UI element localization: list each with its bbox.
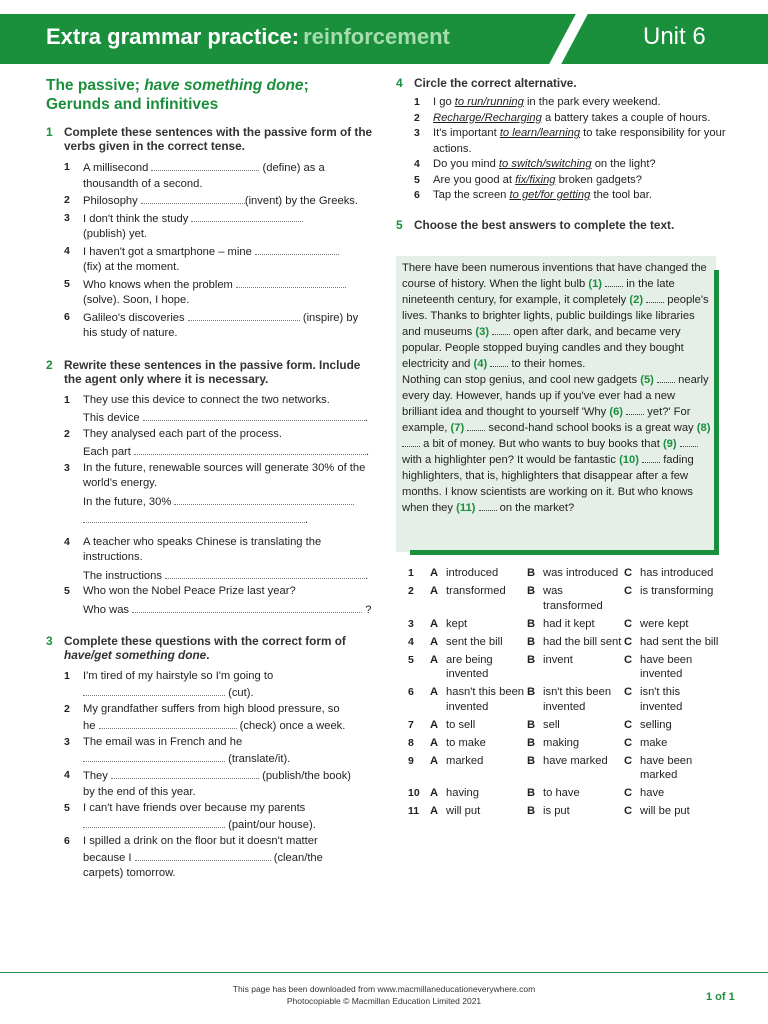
option-letter-a: A <box>430 805 439 817</box>
answer-blank[interactable] <box>236 277 346 288</box>
answer-start: Who was <box>83 603 130 616</box>
answer-start: In the future, 30% <box>83 495 172 508</box>
section-title-part1: The passive; <box>46 77 140 94</box>
option-letter-b: B <box>527 736 536 749</box>
ex3-item-3 <box>46 735 376 767</box>
ex4-item-6 <box>396 188 726 204</box>
question-number: 9 <box>408 754 414 767</box>
option-a[interactable]: marked <box>446 754 484 767</box>
item-text: he <box>83 719 96 732</box>
option-b[interactable]: had the bill sent <box>543 635 622 648</box>
ex3-item-4 <box>46 768 376 800</box>
gap-number: (9) <box>662 438 677 450</box>
option-a[interactable]: having <box>446 787 479 799</box>
alternative-choice[interactable]: to run/running <box>454 96 524 108</box>
question-number: 3 <box>408 617 414 630</box>
ex1-item-3 <box>46 211 376 243</box>
ex2-answer-line-1 <box>46 410 376 427</box>
option-letter-a: A <box>430 635 439 648</box>
answer-blank[interactable] <box>191 211 303 222</box>
item-text: (solve). Soon, I hope. <box>83 294 190 306</box>
text-run: There have been numerous inventions that have changed the course of history. When the light bulb <box>402 262 707 290</box>
item-text: carpets) tomorrow. <box>83 867 176 879</box>
item-sentence: They analysed each part of the process. <box>83 427 283 440</box>
ex1-item-1 <box>46 160 376 192</box>
option-c[interactable]: has introduced <box>640 567 714 579</box>
footer-download-note: This page has been downloaded from www.macmillaneducationeverywhere.com <box>232 984 536 994</box>
answer-end: . <box>366 446 370 458</box>
answer-options-table <box>404 566 721 822</box>
answer-end: ? <box>365 603 372 616</box>
item-text: thousandth of a second. <box>83 177 203 190</box>
item-number: 4 <box>414 158 420 170</box>
instruction-text: Choose the best answers to complete the text. <box>414 217 675 232</box>
option-b[interactable]: is put <box>543 805 570 817</box>
option-b[interactable]: had it kept <box>543 617 595 630</box>
answer-blank[interactable] <box>134 444 366 455</box>
gap-number: (10) <box>619 454 639 466</box>
item-sentence: A teacher who speaks Chinese is translating the instructions. <box>83 535 322 563</box>
ex4-item-4 <box>396 157 726 173</box>
item-text: I don't think the study <box>83 212 189 225</box>
item-number: 3 <box>414 127 420 139</box>
text-run: people's lives. Thanks to brighter lights, public buildings like libraries and museums <box>402 294 709 338</box>
item-text: They <box>83 770 108 782</box>
option-letter-c: C <box>624 805 633 817</box>
ex4-item-5 <box>396 173 726 189</box>
ex3-item-2 <box>46 702 376 734</box>
gap-number: (8) <box>696 422 711 434</box>
option-a[interactable]: will put <box>446 805 481 817</box>
option-a[interactable]: to sell <box>446 718 476 731</box>
item-text: Are you good at <box>433 173 512 186</box>
item-number: 6 <box>64 310 70 323</box>
text-gap[interactable] <box>680 437 698 447</box>
option-letter-a: A <box>430 754 439 767</box>
gap-number: (5) <box>640 374 654 386</box>
answer-blank[interactable] <box>83 751 225 762</box>
text-gap[interactable] <box>490 357 508 367</box>
ex1-item-6 <box>46 310 376 342</box>
alternative-choice[interactable]: to get/for getting <box>509 189 591 201</box>
item-text: broken gadgets? <box>558 173 642 186</box>
gap-number: (1) <box>588 278 603 290</box>
text-gap[interactable] <box>479 501 497 511</box>
ex2-answer-line-3b <box>46 512 376 529</box>
footer-divider <box>0 972 768 973</box>
instruction-emphasis: have/get something done <box>64 648 207 662</box>
left-column <box>46 76 376 882</box>
item-text: to take responsibility for your actions. <box>433 127 726 155</box>
box-shadow-right <box>714 270 719 552</box>
option-b[interactable]: isn't this been invented <box>543 686 612 713</box>
text-run: to their homes. <box>511 358 586 370</box>
answer-blank[interactable] <box>83 685 225 696</box>
option-letter-b: B <box>527 567 536 579</box>
item-text: in the park every weekend. <box>526 96 661 108</box>
item-text: Galileo's discoveries <box>83 311 185 324</box>
item-number: 1 <box>64 393 70 406</box>
exercise-3-instruction <box>46 634 376 662</box>
item-number: 5 <box>64 585 70 597</box>
section-title-part3: ; <box>303 77 309 94</box>
option-letter-a: A <box>430 736 439 749</box>
item-number: 6 <box>64 835 70 847</box>
item-text: (cut). <box>228 686 254 699</box>
option-a[interactable]: to make <box>446 736 486 749</box>
item-number: 2 <box>414 111 420 124</box>
gap-number: (4) <box>473 358 488 370</box>
item-text: on the light? <box>594 158 656 170</box>
item-sentence: Who won the Nobel Peace Prize last year? <box>83 585 296 597</box>
answer-start: This device <box>83 412 140 424</box>
item-number: 2 <box>64 194 70 206</box>
answer-row <box>404 786 721 804</box>
option-letter-b: B <box>527 617 536 630</box>
exercise-number: 1 <box>46 125 53 139</box>
box-shadow-bottom <box>410 550 719 555</box>
item-text: (invent) by the Greeks. <box>244 195 359 207</box>
ex2-item-2 <box>46 427 376 443</box>
option-letter-a: A <box>430 567 439 579</box>
option-letter-c: C <box>624 653 633 666</box>
text-run: on the market? <box>499 502 575 514</box>
text-run: nearly every day. However, hands up if you've ever had a new brilliant idea and thought to yourself 'Why <box>402 374 709 418</box>
option-a[interactable]: sent the bill <box>446 635 503 648</box>
ex2-answer-line-3 <box>46 494 376 511</box>
answer-blank[interactable] <box>83 817 225 828</box>
ex1-item-5 <box>46 277 376 309</box>
option-b[interactable]: was introduced <box>543 567 619 579</box>
option-letter-b: B <box>527 686 536 698</box>
item-text: The email was in French and he <box>83 736 243 748</box>
alternative-choice[interactable]: Recharge/Recharging <box>433 111 542 124</box>
item-text: (fix) at the moment. <box>83 261 180 273</box>
question-number: 10 <box>408 787 420 799</box>
answer-end: . <box>364 412 368 424</box>
ex3-item-1 <box>46 669 376 701</box>
answer-row <box>404 754 721 787</box>
option-letter-b: B <box>527 718 536 731</box>
option-c[interactable]: selling <box>640 718 672 731</box>
text-run: yet?' For example, <box>402 406 691 434</box>
item-text: (define) as a <box>262 162 325 174</box>
alternative-choice[interactable]: to learn/learning <box>499 127 581 139</box>
option-letter-c: C <box>624 567 633 579</box>
text-run: a bit of money. But who wants to buy books that <box>423 438 660 450</box>
option-letter-a: A <box>430 787 439 799</box>
section-title <box>46 76 376 114</box>
answer-row <box>404 653 721 686</box>
answer-blank[interactable] <box>141 193 245 204</box>
option-letter-c: C <box>624 754 633 767</box>
ex4-item-1 <box>396 95 726 111</box>
question-number: 11 <box>408 805 420 817</box>
ex3-item-5 <box>46 801 376 833</box>
item-number: 1 <box>414 96 420 108</box>
answer-row <box>404 584 721 617</box>
exercise-4-instruction <box>396 76 726 90</box>
item-text: (translate/it). <box>228 752 291 765</box>
option-a[interactable]: introduced <box>446 567 499 579</box>
option-letter-c: C <box>624 686 633 698</box>
header-title-main: Extra grammar practice: <box>46 24 300 49</box>
item-number: 6 <box>414 189 420 201</box>
text-run: with a highlighter pen? It would be fantastic <box>402 454 616 466</box>
answer-row <box>404 685 721 718</box>
option-c[interactable]: will be put <box>640 805 690 817</box>
text-gap[interactable] <box>642 453 660 463</box>
answer-end: . <box>365 569 369 582</box>
option-b[interactable]: making <box>543 736 580 749</box>
item-number: 5 <box>414 173 420 186</box>
ex2-item-1 <box>46 393 376 409</box>
item-text: (inspire) by <box>302 311 359 324</box>
option-letter-b: B <box>527 805 536 817</box>
option-letter-a: A <box>430 617 439 630</box>
item-text: Do you mind <box>433 158 496 170</box>
item-text: My grandfather suffers from high blood pressure, so <box>83 703 340 715</box>
item-text: I spilled a drink on the floor but it doesn't matter <box>83 835 318 847</box>
answer-blank[interactable] <box>135 850 271 861</box>
item-text: Philosophy <box>83 195 138 207</box>
option-c[interactable]: isn't this invented <box>640 686 683 713</box>
item-number: 4 <box>64 769 70 781</box>
option-letter-b: B <box>527 635 536 648</box>
unit-label: Unit 6 <box>643 23 706 50</box>
exercise-number: 3 <box>46 634 53 648</box>
option-b[interactable]: was transformed <box>543 585 603 612</box>
option-letter-c: C <box>624 585 633 597</box>
item-text: (publish) yet. <box>83 228 148 240</box>
item-number: 3 <box>64 461 70 474</box>
item-text: Who knows when the problem <box>83 278 233 291</box>
answer-start: The instructions <box>83 569 162 582</box>
option-a[interactable]: hasn't this been invented <box>446 686 525 713</box>
exercise-2-instruction <box>46 358 376 386</box>
option-letter-c: C <box>624 736 633 749</box>
gap-number: (7) <box>450 422 465 434</box>
alternative-choice[interactable]: fix/fixing <box>515 173 556 186</box>
section-title-line2: Gerunds and infinitives <box>46 96 219 113</box>
item-text: It's important <box>433 127 497 139</box>
item-text: a battery takes a couple of hours. <box>544 111 711 124</box>
text-run: open after dark, and became very popular. People stopped buying candles and they bought electricity and <box>402 326 684 370</box>
item-text: because I <box>83 851 132 864</box>
ex2-item-3 <box>46 461 376 492</box>
item-number: 4 <box>64 244 70 257</box>
option-b[interactable]: sell <box>543 718 560 731</box>
option-letter-a: A <box>430 718 439 731</box>
item-sentence: In the future, renewable sources will generate 30% of the world's energy. <box>83 461 366 489</box>
footer-copyright: Photocopiable © Macmillan Education Limited 2021 <box>286 996 482 1006</box>
section-title-part2: have something done <box>144 77 304 94</box>
option-letter-b: B <box>527 585 536 597</box>
item-number: 3 <box>64 736 70 748</box>
answer-blank[interactable] <box>83 512 305 523</box>
text-gap[interactable] <box>492 325 510 335</box>
reading-text-box <box>396 256 716 552</box>
item-text: I can't have friends over because my parents <box>83 802 306 814</box>
answer-blank[interactable] <box>143 410 365 421</box>
answer-row <box>404 718 721 736</box>
alternative-choice[interactable]: to switch/switching <box>498 158 592 170</box>
item-text: by the end of this year. <box>83 785 196 798</box>
reading-text <box>402 260 712 516</box>
answer-blank[interactable] <box>165 568 365 579</box>
item-text: (clean/the <box>273 851 323 864</box>
gap-number: (2) <box>629 294 644 306</box>
ex2-answer-line-2 <box>46 444 376 461</box>
question-number: 5 <box>408 653 414 666</box>
ex2-item-4 <box>46 535 376 566</box>
item-number: 2 <box>64 427 70 440</box>
option-letter-b: B <box>527 754 536 767</box>
instruction-text: Circle the correct alternative. <box>414 76 577 90</box>
option-a[interactable]: transformed <box>446 585 506 597</box>
ex1-item-2 <box>46 193 376 210</box>
option-c[interactable]: have been marked <box>640 754 693 781</box>
question-number: 1 <box>408 567 414 579</box>
question-number: 8 <box>408 736 414 749</box>
item-text: (publish/the book) <box>262 770 352 782</box>
question-number: 6 <box>408 686 414 698</box>
question-number: 2 <box>408 585 414 597</box>
option-c[interactable]: were kept <box>640 617 689 630</box>
instruction-text: Complete these questions with the correct form of <box>64 634 346 648</box>
text-run: Nothing can stop genius, and cool new gadgets <box>402 374 638 386</box>
item-text: the tool bar. <box>593 189 652 201</box>
answer-row <box>404 635 721 653</box>
item-text: (paint/our house). <box>228 818 316 831</box>
text-run: in the late nineteenth century, for example, it completely <box>402 278 675 306</box>
ex4-item-2 <box>396 111 726 127</box>
option-letter-a: A <box>430 686 439 698</box>
item-sentence: They use this device to connect the two networks. <box>83 393 330 406</box>
exercise-number: 4 <box>396 76 403 90</box>
item-text: I'm tired of my hairstyle so I'm going to <box>83 670 274 682</box>
item-number: 3 <box>64 211 70 224</box>
header-title-highlight: reinforcement <box>303 24 450 49</box>
option-c[interactable]: make <box>640 736 668 749</box>
gap-number: (3) <box>475 326 490 338</box>
answer-row <box>404 566 721 584</box>
answer-blank[interactable] <box>255 244 339 255</box>
answer-blank[interactable] <box>188 310 300 321</box>
option-letter-b: B <box>527 653 536 666</box>
ex2-item-5 <box>46 584 376 600</box>
exercise-number: 5 <box>396 217 403 232</box>
option-letter-a: A <box>430 585 439 597</box>
answer-blank[interactable] <box>111 768 259 779</box>
item-text: his study of nature. <box>83 327 178 339</box>
option-a[interactable]: are being invented <box>446 653 493 680</box>
instruction-text: Complete these sentences with the passive form of the verbs given in the correct tense. <box>64 125 373 153</box>
exercise-number: 2 <box>46 357 53 372</box>
option-letter-c: C <box>624 635 633 648</box>
text-gap[interactable] <box>467 421 485 431</box>
option-letter-c: C <box>624 617 633 630</box>
header-title <box>46 24 450 50</box>
ex3-item-6 <box>46 834 376 882</box>
option-letter-a: A <box>430 653 439 666</box>
answer-blank[interactable] <box>132 602 362 613</box>
item-number: 2 <box>64 703 70 715</box>
text-run: second-hand school books is a great way <box>488 422 694 434</box>
answer-start: Each part <box>83 446 131 458</box>
option-b[interactable]: invent <box>543 653 573 666</box>
item-number: 1 <box>64 161 70 173</box>
exercise-1-instruction <box>46 125 376 153</box>
text-run: fading highlighters, that is, highlighters that disappear after a few months. I know scientists are working on it. But who knows when they <box>402 454 694 514</box>
option-letter-b: B <box>527 787 536 799</box>
option-letter-c: C <box>624 718 633 731</box>
text-gap[interactable] <box>626 405 644 415</box>
text-gap[interactable] <box>657 373 675 383</box>
right-column <box>396 76 726 232</box>
text-gap[interactable] <box>605 277 623 287</box>
item-text: I go <box>433 96 452 108</box>
ex4-item-3 <box>396 126 726 157</box>
ex1-item-4 <box>46 244 376 276</box>
item-text: (check) once a week. <box>239 719 346 732</box>
answer-row <box>404 617 721 635</box>
answer-end: . <box>305 514 309 526</box>
option-b[interactable]: have marked <box>543 754 608 767</box>
answer-blank[interactable] <box>99 718 237 729</box>
instruction-text: . <box>206 648 210 662</box>
item-number: 4 <box>64 535 70 548</box>
option-c[interactable]: had sent the bill <box>640 635 719 648</box>
option-c[interactable]: have <box>640 787 665 799</box>
answer-row <box>404 736 721 754</box>
header-divider-stripe <box>546 14 590 64</box>
gap-number: (6) <box>609 406 624 418</box>
page-number: 1 of 1 <box>706 991 735 1003</box>
item-text: Tap the screen <box>433 189 507 201</box>
ex2-answer-line-4 <box>46 568 376 585</box>
answer-blank[interactable] <box>151 160 259 171</box>
option-c[interactable]: have been invented <box>640 653 693 680</box>
instruction-text: Rewrite these sentences in the passive form. Include the agent only where it is necessary. <box>64 357 361 386</box>
option-c[interactable]: is transforming <box>640 585 714 597</box>
item-text: A millisecond <box>83 162 149 174</box>
ex2-answer-line-5 <box>46 602 376 619</box>
question-number: 4 <box>408 635 414 648</box>
gap-number: (11) <box>456 502 476 514</box>
exercise-5-instruction <box>396 218 726 232</box>
page-header <box>0 14 768 64</box>
answer-row <box>404 804 721 822</box>
item-number: 5 <box>64 802 70 814</box>
question-number: 7 <box>408 718 414 731</box>
text-gap[interactable] <box>646 293 664 303</box>
item-number: 1 <box>64 670 70 682</box>
option-letter-c: C <box>624 787 633 799</box>
answer-blank[interactable] <box>174 494 354 505</box>
item-number: 5 <box>64 277 70 290</box>
option-b[interactable]: to have <box>543 787 580 799</box>
option-a[interactable]: kept <box>446 617 468 630</box>
text-gap[interactable] <box>402 437 420 447</box>
item-text: I haven't got a smartphone – mine <box>83 245 252 258</box>
